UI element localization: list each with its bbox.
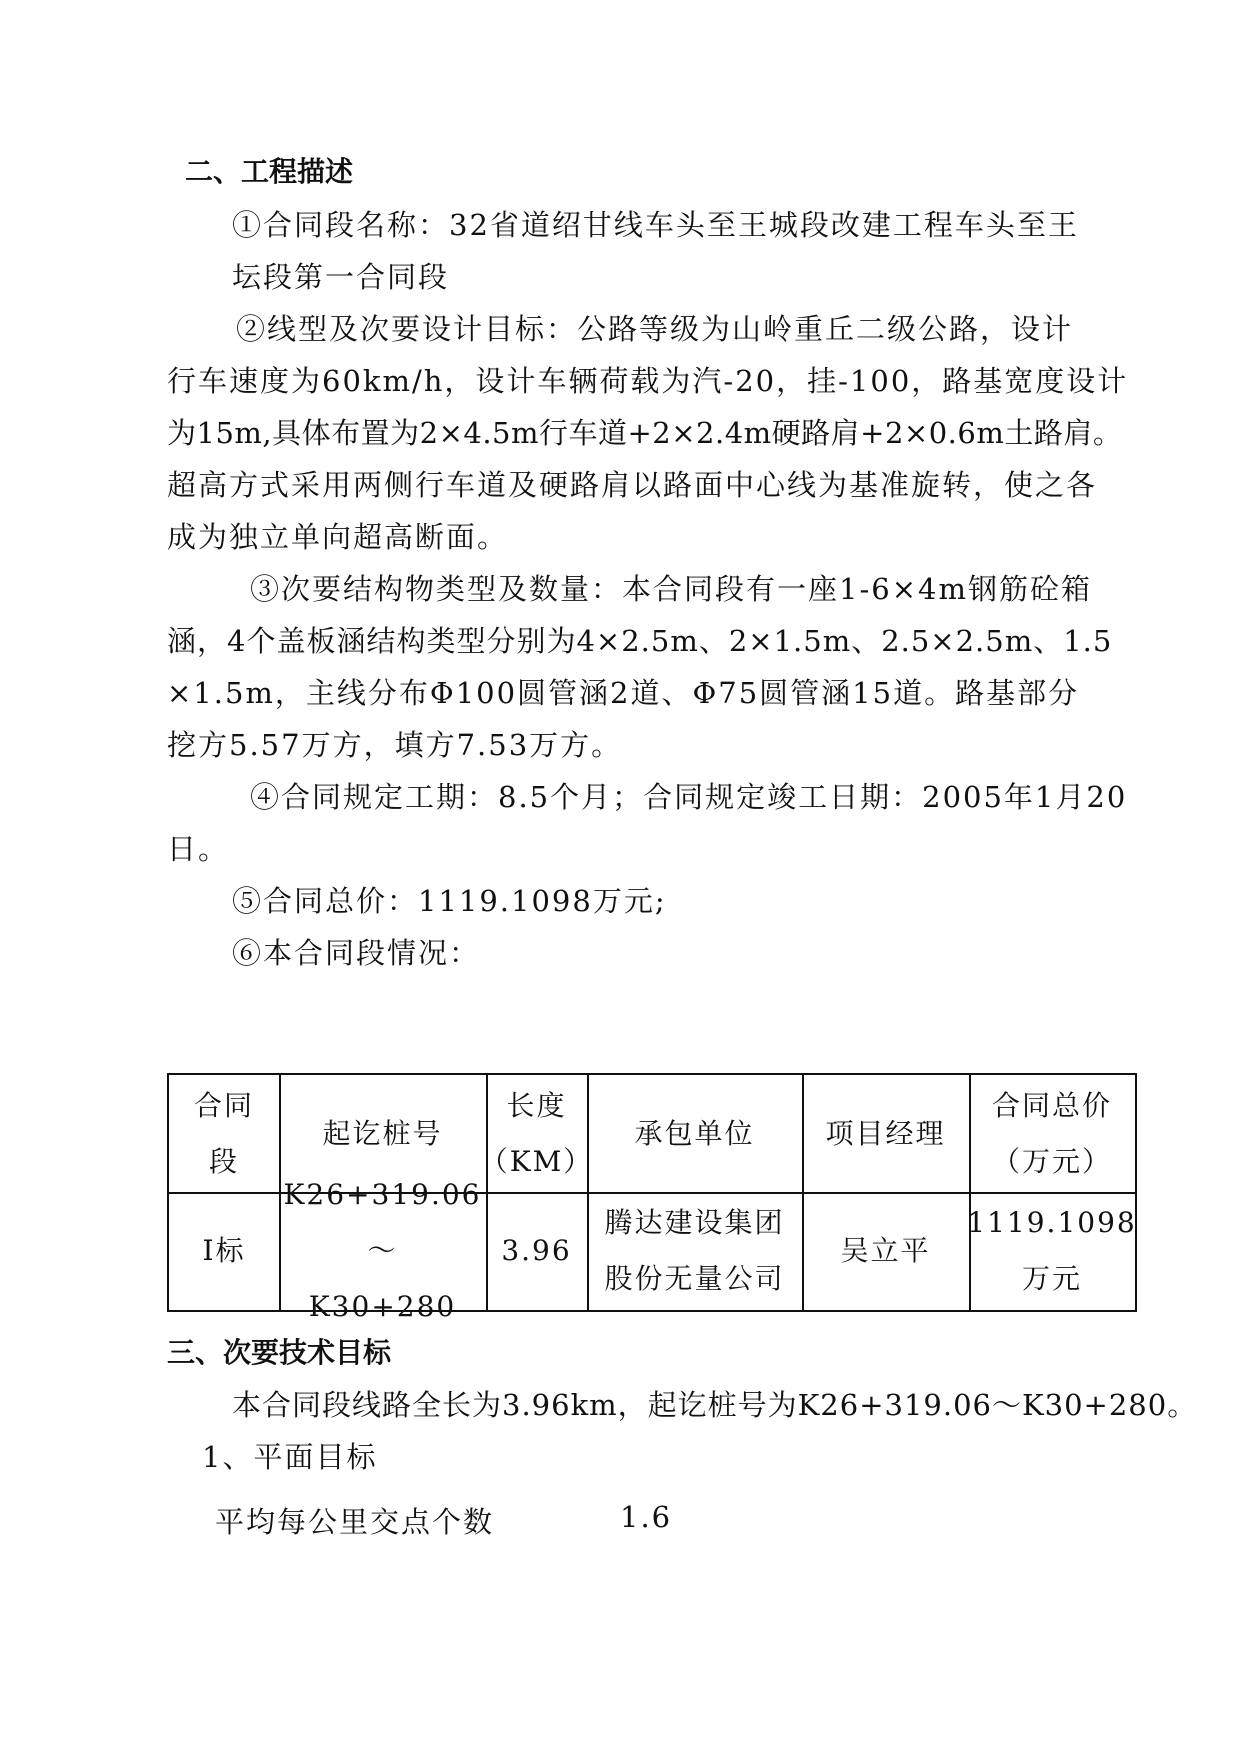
item-schedule-line1: ④合同规定工期：8.5个月；合同规定竣工日期：2005年1月20 bbox=[250, 780, 1128, 814]
item-alignment-line1: ②线型及次要设计目标：公路等级为山岭重丘二级公路，设计 bbox=[236, 312, 1074, 346]
item-contract-name-line1: ①合同段名称：32省道绍甘线车头至王城段改建工程车头至王 bbox=[232, 208, 1079, 242]
table-header-contractor: 承包单位 bbox=[634, 1116, 755, 1150]
section-heading-project-description: 二、工程描述 bbox=[185, 155, 354, 188]
table-header-station-range: 起讫桩号 bbox=[322, 1116, 443, 1150]
contract-table bbox=[167, 1073, 1137, 1323]
item-alignment-line3: 为15m,具体布置为2×4.5m行车道+2×2.4m硬路肩+2×0.6m土路肩。 bbox=[167, 416, 1123, 450]
item-contract-name-line2: 坛段第一合同段 bbox=[232, 260, 450, 294]
item-structures-line1: ③次要结构物类型及数量：本合同段有一座1-6×4m钢筋砼箱 bbox=[250, 572, 1092, 606]
item-structures-line2: 涵，4个盖板涵结构类型分别为4×2.5m、2×1.5m、2.5×2.5m、1.5 bbox=[167, 624, 1113, 658]
item-alignment-line2: 行车速度为60km/h，设计车辆荷载为汽-20，挂-100，路基宽度设计 bbox=[167, 364, 1129, 398]
technical-intro: 本合同段线路全长为3.96km，起讫桩号为K26+319.06～K30+280。 bbox=[232, 1388, 1198, 1422]
item-structures-line3: ×1.5m，主线分布Φ100圆管涵2道、Φ75圆管涵15道。路基部分 bbox=[167, 676, 1080, 710]
table-cell-contractor: 腾达建设集团 股份无量公司 bbox=[604, 1206, 785, 1295]
table-header-contract-section: 合同 段 bbox=[193, 1088, 254, 1178]
section-heading-technical-indicators: 三、次要技术目标 bbox=[167, 1336, 392, 1369]
item-alignment-line5: 成为独立单向超高断面。 bbox=[167, 520, 509, 554]
table-cell-length: 3.96 bbox=[501, 1234, 572, 1267]
item-schedule-line2: 日。 bbox=[167, 832, 230, 866]
item-alignment-line4: 超高方式采用两侧行车道及硬路肩以路面中心线为基准旋转，使之各 bbox=[167, 468, 1098, 502]
table-header-project-manager: 项目经理 bbox=[825, 1116, 946, 1150]
metric-label-intersections-per-km: 平均每公里交点个数 bbox=[215, 1505, 495, 1539]
table-cell-contract-price: 1119.1098 万元 bbox=[967, 1206, 1137, 1295]
table-header-length: 长度 （KM） bbox=[479, 1088, 594, 1178]
table-cell-section: Ⅰ标 bbox=[202, 1234, 246, 1267]
table-cell-project-manager: 吴立平 bbox=[840, 1234, 931, 1267]
item-contract-price: ⑤合同总价：1119.1098万元; bbox=[232, 884, 667, 918]
subsection-plane-indicators: 1、平面目标 bbox=[202, 1440, 378, 1474]
metric-value-intersections-per-km: 1.6 bbox=[620, 1500, 673, 1534]
table-cell-station-range: K26+319.06～ K30+280 bbox=[283, 1178, 482, 1323]
item-contract-section-info: ⑥本合同段情况： bbox=[232, 936, 481, 970]
item-structures-line4: 挖方5.57万方，填方7.53万方。 bbox=[167, 728, 623, 762]
table-header-contract-price: 合同总价 （万元） bbox=[991, 1088, 1112, 1178]
